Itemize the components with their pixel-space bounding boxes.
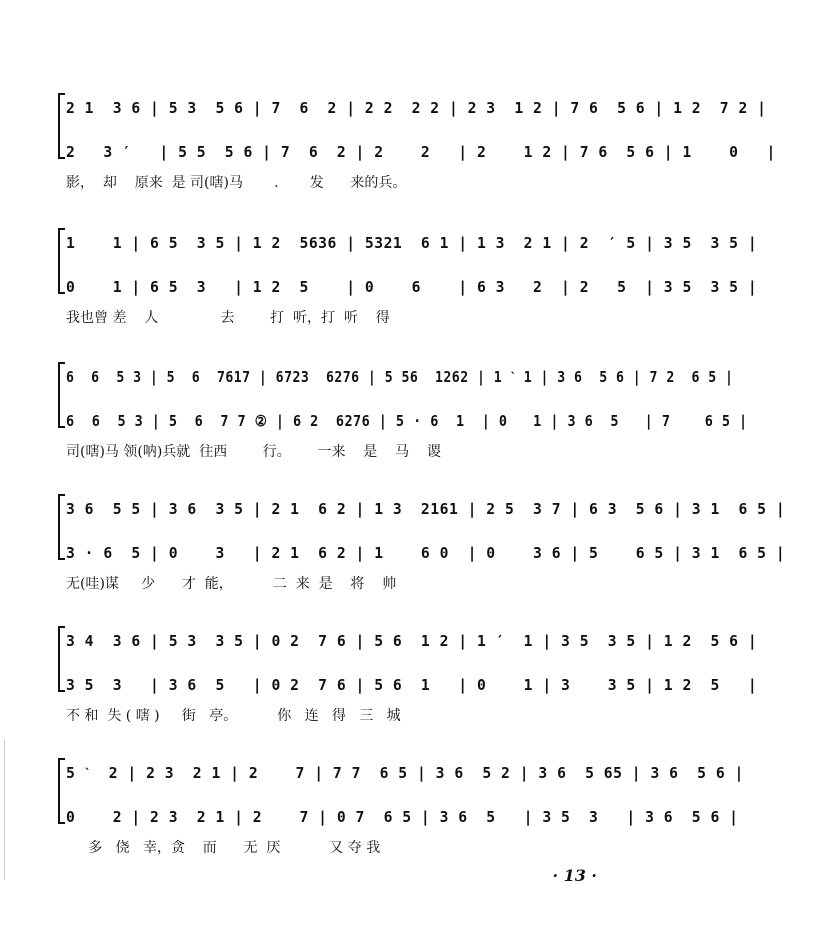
lyric-line: 多 侥 幸，贪 而 无 厌 又 夺 我 (66, 840, 381, 856)
lower-staff-line: 3 5 3 | 3 6 5 | 0 2 7 6 | 5 6 1 | 0 1 | 3 3 5 | 1 2 5 | (66, 676, 758, 694)
system-bracket (58, 626, 65, 692)
music-system-2 (40, 228, 758, 328)
lyric-line: 不 和 失 ( 嗐 ) 街 亭。 你 连 得 三 城 (66, 708, 401, 724)
lyric-line: 影， 却 原来 是 司(嗐)马 . 发 来的兵。 (66, 175, 407, 191)
scan-edge-mark (4, 740, 5, 880)
music-system-1 (40, 93, 776, 193)
music-system-3 (40, 362, 748, 462)
music-system-6 (40, 758, 744, 858)
lower-staff-line: 0 1 | 6 5 3 | 1 2 5 | 0 6 | 6 3 2 | 2 5 | 3 5 3 5 | (66, 278, 758, 296)
system-bracket (58, 228, 65, 294)
upper-staff-line: 3 4 3 6 | 5 3 3 5 | 0 2 7 6 | 5 6 1 2 | 1 ′ 1 | 3 5 3 5 | 1 2 5 6 | (66, 632, 758, 650)
lyric-line: 无(哇)谋 少 才 能， 二 来 是 将 帅 (66, 576, 397, 592)
upper-staff-line: 5 ˋ 2 | 2 3 2 1 | 2 7 | 7 7 6 5 | 3 6 5 2 | 3 6 5 65 | 3 6 5 6 | (66, 764, 744, 782)
system-bracket (58, 93, 65, 159)
system-bracket (58, 758, 65, 824)
music-system-5 (40, 626, 758, 726)
lower-staff-line: 0 2 | 2 3 2 1 | 2 7 | 0 7 6 5 | 3 6 5 | 3 5 3 | 3 6 5 6 | (66, 808, 739, 826)
page-number: · 13 · (552, 866, 597, 885)
lyric-line: 我也曾 差 人 去 打 听，打 听 得 (66, 310, 390, 326)
upper-staff-line: 1 1 | 6 5 3 5 | 1 2 5636 | 5321 6 1 | 1 3 2 1 | 2 ′ 5 | 3 5 3 5 | (66, 234, 758, 252)
upper-staff-line: 6 6 5 3 | 5 6 7617 | 6723 6276 | 5 56 1262 | 1 ˋ 1 | 3 6 5 6 | 7 2 6 5 | (66, 368, 734, 386)
lyric-line: 司(嗐)马 领(呐)兵就 往西 行。 一来 是 马 谡 (66, 444, 441, 460)
system-bracket (58, 494, 65, 560)
system-bracket (58, 362, 65, 428)
upper-staff-line: 2 1 3 6 | 5 3 5 6 | 7 6 2 | 2 2 2 2 | 2 3 1 2 | 7 6 5 6 | 1 2 7 2 | (66, 99, 767, 117)
lower-staff-line: 2 3 ′ | 5 5 5 6 | 7 6 2 | 2 2 | 2 1 2 | 7 6 5 6 | 1 0 | (66, 143, 776, 161)
lower-staff-line: 6 6 5 3 | 5 6 7 7 ② | 6 2 6276 | 5 · 6 1 | 0 1 | 3 6 5 | 7 6 5 | (66, 412, 748, 430)
lower-staff-line: 3 · 6 5 | 0 3 | 2 1 6 2 | 1 6 0 | 0 3 6 | 5 6 5 | 3 1 6 5 | (66, 544, 786, 562)
music-system-4 (40, 494, 786, 594)
upper-staff-line: 3 6 5 5 | 3 6 3 5 | 2 1 6 2 | 1 3 2161 | 2 5 3 7 | 6 3 5 6 | 3 1 6 5 | (66, 500, 786, 518)
